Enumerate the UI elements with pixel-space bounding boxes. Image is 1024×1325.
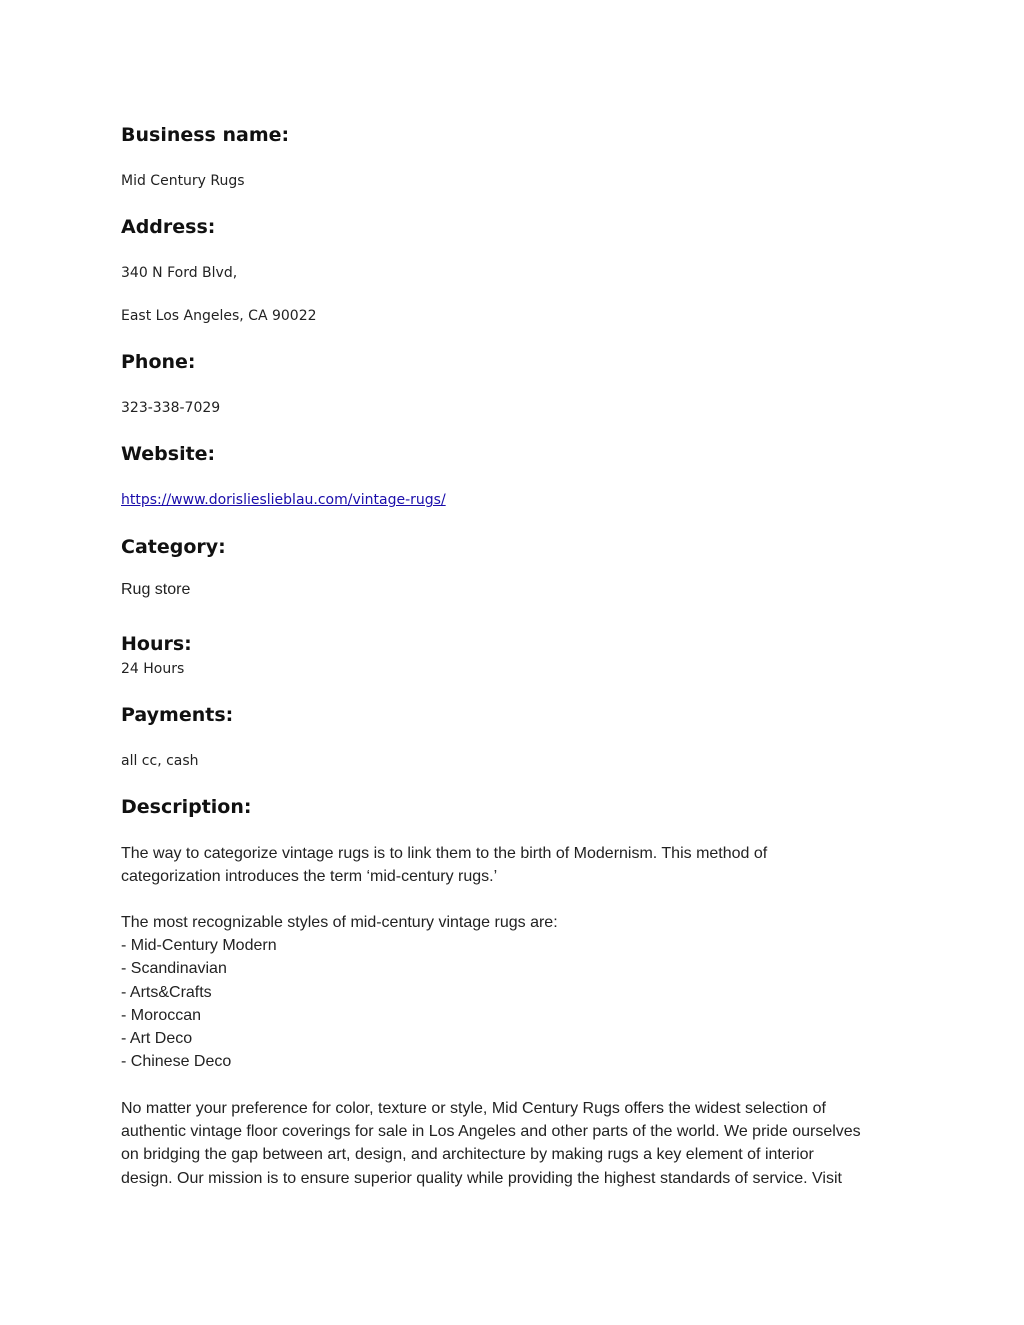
- description-paragraph-2: [121, 1097, 911, 1190]
- styles-intro: The most recognizable styles of mid-century vintage rugs are:: [121, 914, 558, 931]
- style-list-item: - Art Deco: [121, 1030, 193, 1048]
- category-value: Rug store: [121, 581, 191, 598]
- website-link[interactable]: https://www.dorislieslieblau.com/vintage-rugs/: [121, 492, 446, 508]
- description-line: on bridging the gap between art, design, and architecture by making rugs a key element of interior: [121, 1146, 814, 1164]
- payments-heading: Payments:: [121, 704, 234, 726]
- address-heading: Address:: [121, 216, 216, 238]
- business-name-heading: Business name:: [121, 124, 290, 146]
- style-list-item: - Scandinavian: [121, 960, 227, 978]
- business-name-value: Mid Century Rugs: [121, 173, 245, 189]
- phone-value: 323-338-7029: [121, 400, 221, 416]
- style-list-item: - Arts&Crafts: [121, 983, 212, 1001]
- website-value: [121, 490, 446, 510]
- description-line: authentic vintage floor coverings for sale in Los Angeles and other parts of the world. We pride ourselves: [121, 1123, 861, 1141]
- description-line: design. Our mission is to ensure superior quality while providing the highest standards of service. Visit: [121, 1169, 842, 1187]
- description-paragraph-1: [121, 842, 911, 888]
- payments-value: all cc, cash: [121, 753, 199, 769]
- style-list-item: - Chinese Deco: [121, 1053, 232, 1071]
- description-line: categorization introduces the term ‘mid-century rugs.’: [121, 868, 498, 886]
- description-line: The way to categorize vintage rugs is to link them to the birth of Modernism. This method of: [121, 845, 768, 862]
- hours-heading: Hours:: [121, 633, 192, 655]
- description-styles-list: [121, 911, 911, 1073]
- address-line-2: East Los Angeles, CA 90022: [121, 308, 317, 324]
- address-line-1: 340 N Ford Blvd,: [121, 265, 238, 281]
- style-list-item: - Moroccan: [121, 1006, 202, 1024]
- description-heading: Description:: [121, 796, 252, 818]
- hours-value: 24 Hours: [121, 661, 185, 677]
- description-line: No matter your preference for color, texture or style, Mid Century Rugs offers the widest selection of: [121, 1100, 826, 1117]
- phone-heading: Phone:: [121, 351, 196, 373]
- category-heading: Category:: [121, 536, 226, 558]
- website-heading: Website:: [121, 443, 216, 465]
- style-list-item: - Mid-Century Modern: [121, 937, 277, 955]
